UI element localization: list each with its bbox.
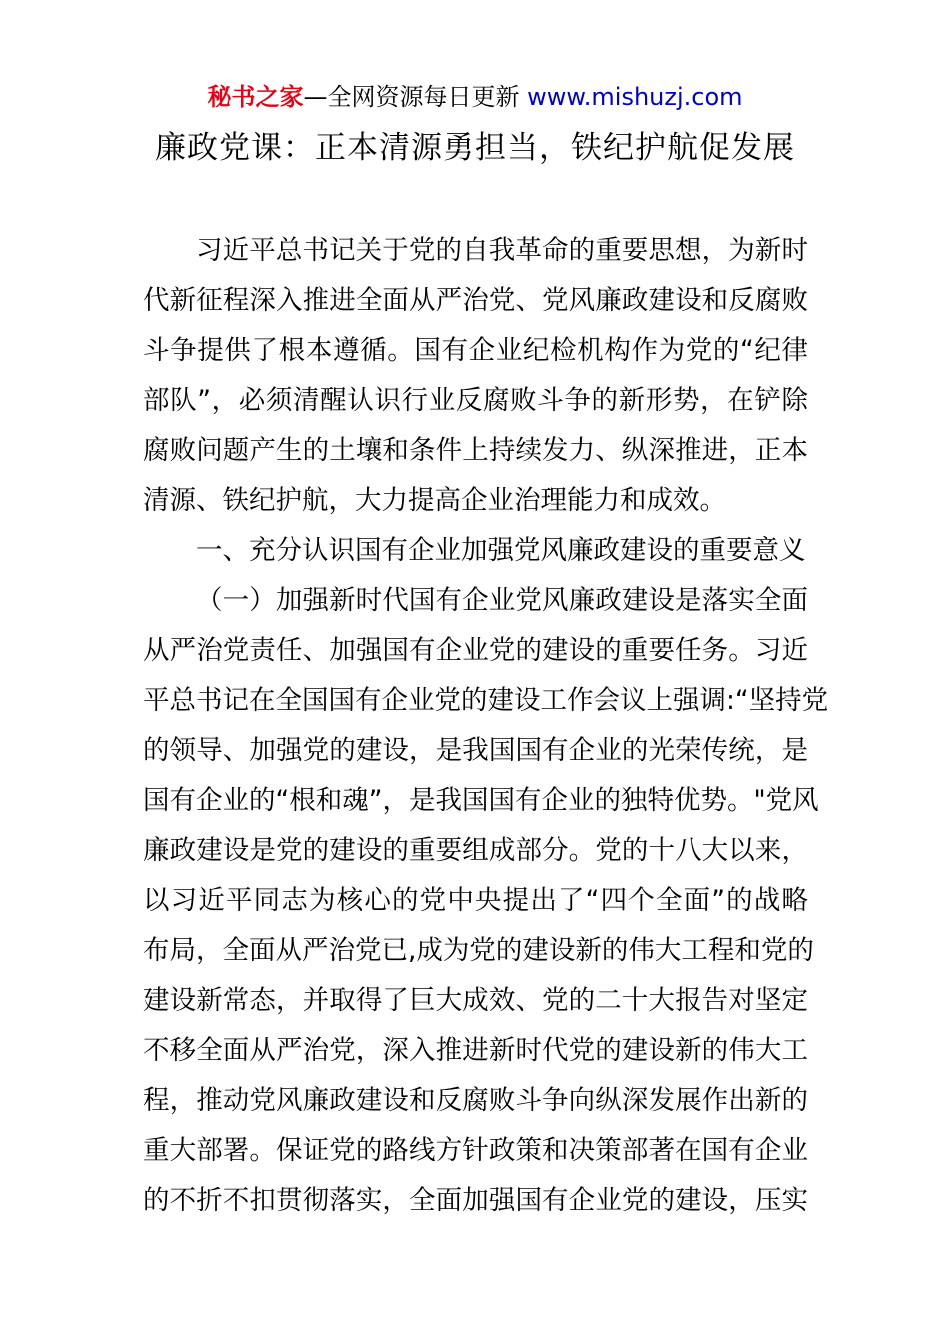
brand-name: 秘书之家 [207,83,304,111]
paragraph-line: 布局，全面从严治党已,成为党的建设新的伟大工程和党的 [143,935,814,966]
paragraph-line: 国有企业的“根和魂”，是我国国有企业的独特优势。"党风 [143,785,819,816]
section-heading: 一、充分认识国有企业加强党风廉政建设的重要意义 [196,535,806,566]
site-url-link[interactable]: www.mishuzj.com [527,83,743,111]
paragraph-line: 清源、铁纪护航，大力提高企业治理能力和成效。 [143,485,726,516]
paragraph-line: 习近平总书记关于党的自我革命的重要思想，为新时 [196,235,808,266]
paragraph-line: 廉政建设是党的建设的重要组成部分。党的十八大以来， [143,835,808,866]
paragraph-line: 不移全面从严治党，深入推进新时代党的建设新的伟大工 [143,1035,808,1066]
paragraph-line: （一）加强新时代国有企业党风廉政建设是落实全面 [196,585,808,616]
paragraph-line: 斗争提供了根本遵循。国有企业纪检机构作为党的“纪律 [143,335,808,366]
paragraph-line: 程，推动党风廉政建设和反腐败斗争向纵深发展作出新的 [143,1085,808,1116]
paragraph-line: 的领导、加强党的建设，是我国国有企业的光荣传统，是 [143,735,808,766]
paragraph-line: 腐败问题产生的土壤和条件上持续发力、纵深推进，正本 [143,435,808,466]
paragraph-line: 代新征程深入推进全面从严治党、党风廉政建设和反腐败 [143,285,808,316]
paragraph-line: 建设新常态，并取得了巨大成效、党的二十大报告对坚定 [143,985,808,1016]
document-body [143,226,829,1226]
site-header [0,80,950,114]
paragraph-line: 重大部署。保证党的路线方针政策和决策部著在国有企业 [143,1135,808,1166]
document-title: 廉政党课：正本清源勇担当，铁纪护航促发展 [155,130,795,166]
header-tagline: —全网资源每日更新 [303,83,528,111]
paragraph-line: 部队”，必须清醒认识行业反腐败斗争的新形势，在铲除 [143,385,808,416]
paragraph-line: 平总书记在全国国有企业党的建设工作会议上强调:“坚持党 [143,685,829,716]
paragraph-line: 从严治党责任、加强国有企业党的建设的重要任务。习近 [143,635,808,666]
paragraph-line: 以习近平同志为核心的党中央提出了“四个全面”的战略 [143,885,808,916]
paragraph-line: 的不折不扣贯彻落实，全面加强国有企业党的建设，压实 [143,1185,808,1216]
